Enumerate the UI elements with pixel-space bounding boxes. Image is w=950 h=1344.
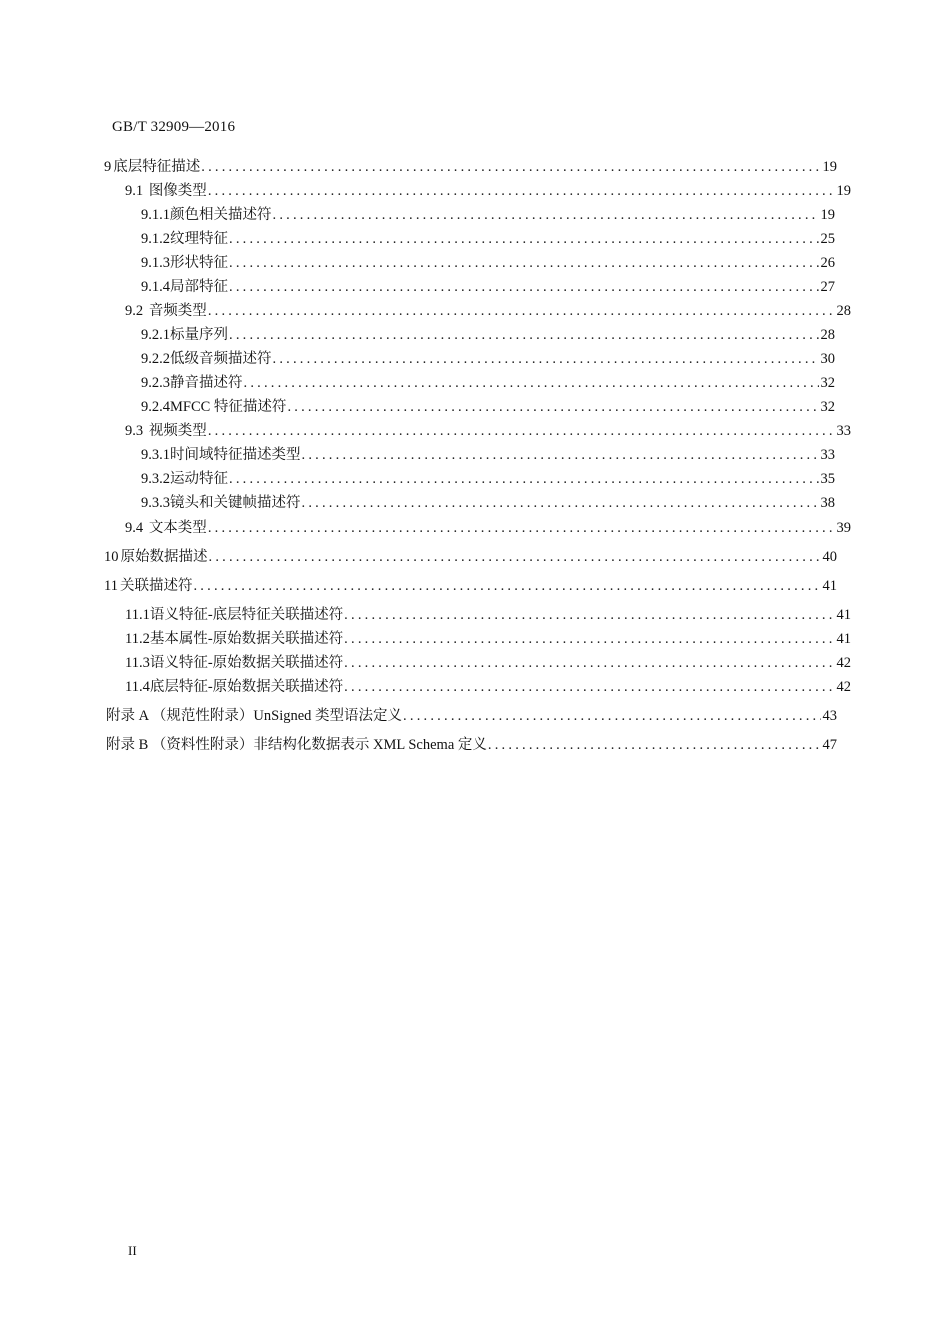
toc-entry-page: 28 (820, 327, 835, 343)
toc-entry-page: 26 (820, 255, 835, 271)
toc-dot-leader (208, 180, 835, 202)
toc-dot-leader (229, 276, 819, 298)
toc-dot-leader (208, 517, 835, 539)
toc-dot-leader (403, 705, 820, 727)
toc-entry-9-2-4[interactable] (141, 396, 835, 418)
toc-entry-title: 运动特征 (170, 471, 228, 487)
toc-dot-leader (209, 546, 821, 568)
toc-entry-9-1-2[interactable] (141, 228, 835, 250)
toc-entry-page: 19 (836, 183, 851, 199)
toc-entry-page: 30 (820, 351, 835, 367)
toc-entry-title: 低级音频描述符 (170, 351, 272, 367)
toc-entry-number: 9.2.1 (141, 327, 170, 343)
toc-entry-11[interactable] (104, 575, 837, 597)
toc-entry-9-3-2[interactable] (141, 468, 835, 490)
toc-entry-9-1-1[interactable] (141, 204, 835, 226)
toc-entry-page: 19 (822, 159, 837, 175)
toc-entry-title: 基本属性-原始数据关联描述符 (149, 631, 344, 647)
toc-entry-title: 纹理特征 (170, 231, 228, 247)
toc-entry-number: 9.1.4 (141, 279, 170, 295)
toc-entry-page: 43 (822, 708, 837, 724)
toc-dot-leader (201, 156, 820, 178)
toc-entry-9-2-1[interactable] (141, 324, 835, 346)
toc-dot-leader (273, 348, 819, 370)
toc-entry-title: 关联描述符 (119, 578, 193, 594)
toc-dot-leader (229, 468, 819, 490)
toc-entry-9-1-4[interactable] (141, 276, 835, 298)
toc-entry-title: 静音描述符 (170, 375, 243, 391)
toc-entry-page: 35 (820, 471, 835, 487)
toc-entry-number: 9.2.3 (141, 375, 170, 391)
toc-entry-title: 图像类型 (148, 183, 207, 199)
toc-entry-number: 9 (104, 159, 112, 175)
toc-entry-11-3[interactable] (125, 652, 851, 674)
toc-entry-title: 原始数据描述 (120, 549, 208, 565)
toc-entry-9-1-3[interactable] (141, 252, 835, 274)
toc-dot-leader (193, 575, 820, 597)
toc-entry-page: 40 (822, 549, 837, 565)
toc-dot-leader (229, 324, 819, 346)
toc-entry-page: 27 (820, 279, 835, 295)
toc-entry-page: 38 (820, 495, 835, 511)
toc-entry-title: 附录 A （规范性附录）UnSigned 类型语法定义 (106, 708, 403, 724)
toc-entry-number: 9.1.1 (141, 207, 170, 223)
toc-entry-number: 9.3 (125, 423, 144, 439)
toc-entry-page: 41 (836, 631, 851, 647)
toc-dot-leader (488, 734, 821, 756)
toc-entry-9-2[interactable] (125, 300, 851, 322)
toc-dot-leader (208, 300, 835, 322)
toc-entry-number: 9.1.3 (141, 255, 170, 271)
toc-entry-number: 9.2.2 (141, 351, 170, 367)
toc-entry-9-2-3[interactable] (141, 372, 835, 394)
toc-dot-leader (302, 492, 819, 514)
toc-dot-leader (287, 396, 818, 418)
toc-entry-title: 底层特征-原始数据关联描述符 (149, 679, 344, 695)
toc-dot-leader (244, 372, 819, 394)
toc-entry-number: 9.3.1 (141, 447, 170, 463)
toc-entry-9-3-1[interactable] (141, 444, 835, 466)
toc-entry-title: 标量序列 (170, 327, 228, 343)
toc-entry-page: 42 (836, 679, 851, 695)
toc-dot-leader (344, 676, 834, 698)
toc-dot-leader (344, 628, 834, 650)
toc-entry-page: 25 (820, 231, 835, 247)
toc-entry-title: 附录 B （资料性附录）非结构化数据表示 XML Schema 定义 (106, 737, 487, 753)
toc-entry-page: 41 (822, 578, 837, 594)
toc-entry-number: 11.2 (125, 631, 150, 647)
toc-entry-title: 形状特征 (170, 255, 228, 271)
toc-entry-9-2-2[interactable] (141, 348, 835, 370)
toc-entry-9-4[interactable] (125, 517, 851, 539)
toc-entry-title: 文本类型 (148, 520, 207, 536)
toc-entry-page: 47 (822, 737, 837, 753)
toc-dot-leader (208, 420, 835, 442)
toc-dot-leader (229, 228, 819, 250)
toc-entry-9-1[interactable] (125, 180, 851, 202)
toc-dot-leader (344, 652, 834, 674)
toc-entry-number: 9.2 (125, 303, 144, 319)
toc-entry-11-2[interactable] (125, 628, 851, 650)
toc-entry-number: 9.3.3 (141, 495, 170, 511)
toc-entry-page: 32 (820, 399, 835, 415)
toc-entry-title: 视频类型 (148, 423, 207, 439)
toc-entry-title: MFCC 特征描述符 (170, 399, 287, 415)
toc-entry-page: 32 (820, 375, 835, 391)
page-number: II (128, 1243, 137, 1258)
toc-entry-11-4[interactable] (125, 676, 851, 698)
toc-entry-number: 11.1 (125, 607, 150, 623)
toc-entry-title: 语义特征-底层特征关联描述符 (149, 607, 344, 623)
toc-entry-title: 局部特征 (170, 279, 228, 295)
toc-entry-10[interactable] (104, 546, 837, 568)
toc-entry-page: 33 (836, 423, 851, 439)
toc-entry-number: 9.4 (125, 520, 144, 536)
toc-entry-number: 11.3 (125, 655, 150, 671)
toc-entry-number: 9.3.2 (141, 471, 170, 487)
toc-entry-number: 10 (104, 549, 119, 565)
toc-entry-title: 镜头和关键帧描述符 (170, 495, 301, 511)
toc-entry-appendix-a[interactable] (104, 705, 837, 727)
toc-entry-page: 41 (836, 607, 851, 623)
toc-entry-number: 11.4 (125, 679, 150, 695)
toc-entry-9-3[interactable] (125, 420, 851, 442)
toc-entry-title: 底层特征描述 (113, 159, 201, 175)
toc-entry-number: 9.1.2 (141, 231, 170, 247)
toc-entry-appendix-b[interactable] (104, 734, 837, 756)
toc-entry-number: 11 (104, 578, 118, 594)
toc-entry-9[interactable] (104, 156, 837, 178)
toc-entry-11-1[interactable] (125, 604, 851, 626)
toc-entry-title: 音频类型 (148, 303, 207, 319)
toc-entry-page: 28 (836, 303, 851, 319)
toc-entry-title: 时间域特征描述类型 (170, 447, 301, 463)
toc-entry-page: 39 (836, 520, 851, 536)
toc-dot-leader (302, 444, 819, 466)
toc-entry-number: 9.1 (125, 183, 144, 199)
toc-dot-leader (273, 204, 819, 226)
toc-entry-title: 颜色相关描述符 (170, 207, 272, 223)
toc-entry-page: 42 (836, 655, 851, 671)
toc-entry-page: 19 (820, 207, 835, 223)
toc-entry-number: 9.2.4 (141, 399, 170, 415)
toc-dot-leader (344, 604, 834, 626)
toc-entry-9-3-3[interactable] (141, 492, 835, 514)
toc-entry-title: 语义特征-原始数据关联描述符 (149, 655, 344, 671)
document-header-code: GB/T 32909—2016 (112, 119, 236, 135)
toc-dot-leader (229, 252, 819, 274)
toc-entry-page: 33 (820, 447, 835, 463)
